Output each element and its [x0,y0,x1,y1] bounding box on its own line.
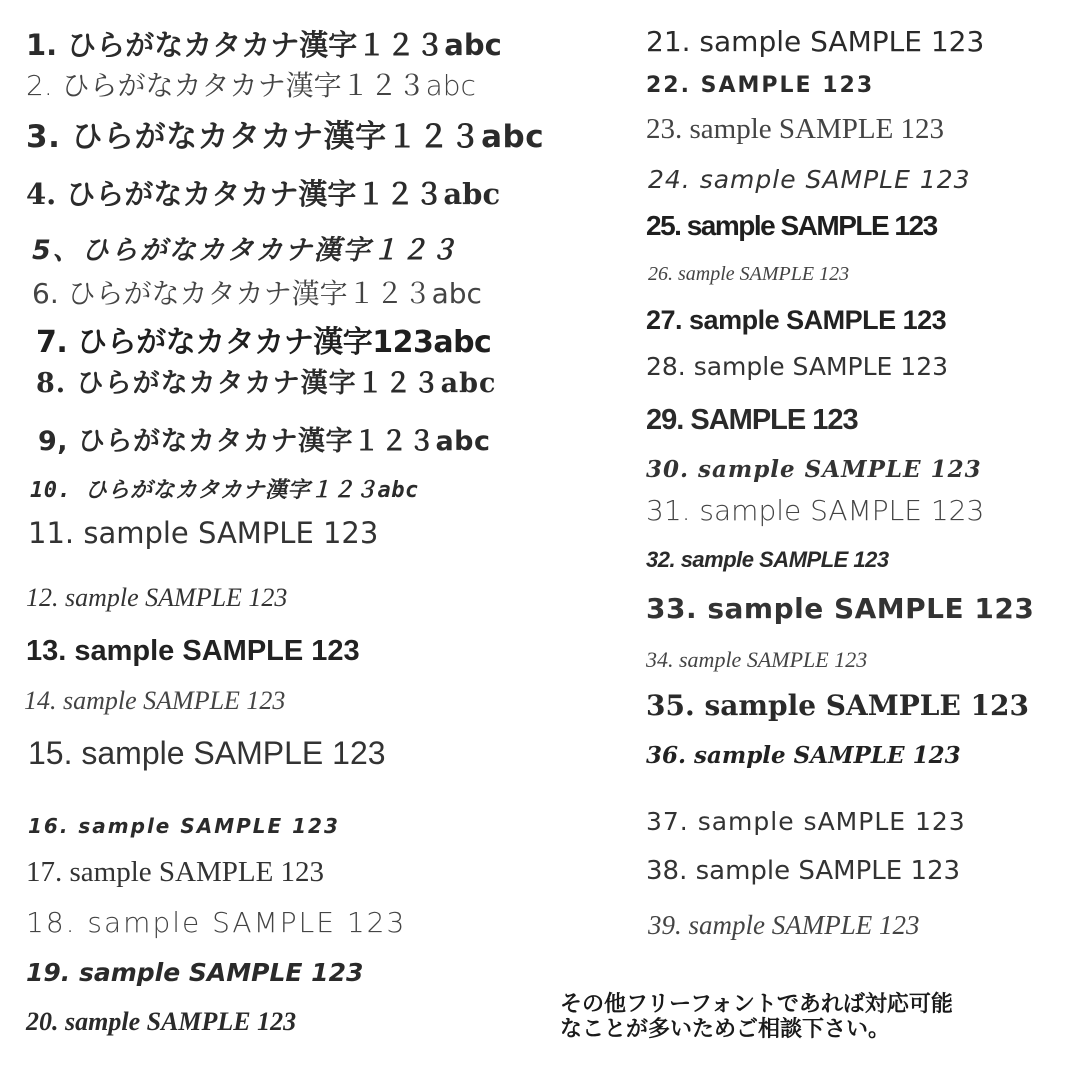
font-sample-15: 15. sample SAMPLE 123 [28,735,386,771]
font-sample-35: 35. sample SAMPLE 123 [646,689,1029,722]
font-sample-5: 5、ひらがなカタカナ漢字１２３ [32,235,459,266]
note-line-1: その他フリーフォントであれば対応可能 [560,992,953,1017]
font-sample-2: 2. ひらがなカタカナ漢字１２３abc [26,69,476,102]
font-sample-36: 36. sample SAMPLE 123 [646,742,961,769]
font-sample-14: 14. sample SAMPLE 123 [24,686,286,715]
font-sample-7: 7. ひらがなカタカナ漢字123abc [36,325,492,360]
font-sample-24: 24. sample SAMPLE 123 [648,165,971,194]
font-sample-20: 20. sample SAMPLE 123 [26,1007,297,1036]
font-sample-9: 9, ひらがなカタカナ漢字１２３abc [38,426,491,457]
font-sample-8: 8. ひらがなカタカナ漢字１２３abc [36,368,497,399]
font-sample-32: 32. sample SAMPLE 123 [646,547,889,572]
note-line-2: なことが多いためご相談下さい。 [560,1017,891,1042]
font-sample-26: 26. sample SAMPLE 123 [648,263,850,285]
font-sample-25: 25. sample SAMPLE 123 [646,210,937,241]
font-sample-17: 17. sample SAMPLE 123 [26,856,325,888]
font-sample-18: 18. sample SAMPLE 123 [26,906,407,939]
font-sample-37: 37. sample sAMPLE 123 [646,807,966,836]
font-sample-31: 31. sample SAMPLE 123 [646,494,985,527]
font-sample-6: 6. ひらがなカタカナ漢字１２３abc [32,277,482,310]
font-sample-13: 13. sample SAMPLE 123 [26,635,360,667]
font-sample-1: 1. ひらがなカタカナ漢字１２３abc [26,28,502,62]
font-sample-38: 38. sample SAMPLE 123 [646,856,961,886]
font-sample-4: 4. ひらがなカタカナ漢字１２３abc [26,177,501,211]
font-sample-22: 22. SAMPLE 123 [646,73,875,98]
font-sample-27: 27. sample SAMPLE 123 [646,305,947,335]
font-sample-3: 3. ひらがなカタカナ漢字１２３abc [26,119,545,155]
font-sample-29: 29. SAMPLE 123 [646,404,858,436]
font-sample-10: 10. ひらがなカタカナ漢字１２３abc [30,478,419,503]
font-sample-16: 16. sample SAMPLE 123 [28,814,340,838]
font-sample-28: 28. sample SAMPLE 123 [646,352,949,381]
font-sample-23: 23. sample SAMPLE 123 [646,113,945,145]
font-sample-39: 39. sample SAMPLE 123 [648,910,920,940]
free-font-note [560,992,1030,1042]
font-sample-34: 34. sample SAMPLE 123 [646,647,868,672]
font-sample-21: 21. sample SAMPLE 123 [646,25,985,58]
font-sample-19: 19. sample SAMPLE 123 [26,958,364,987]
font-sample-12: 12. sample SAMPLE 123 [26,583,288,612]
font-sample-30: 30. sample SAMPLE 123 [646,456,982,483]
font-sample-11: 11. sample SAMPLE 123 [28,516,379,550]
font-sample-33: 33. sample SAMPLE 123 [646,592,1035,625]
